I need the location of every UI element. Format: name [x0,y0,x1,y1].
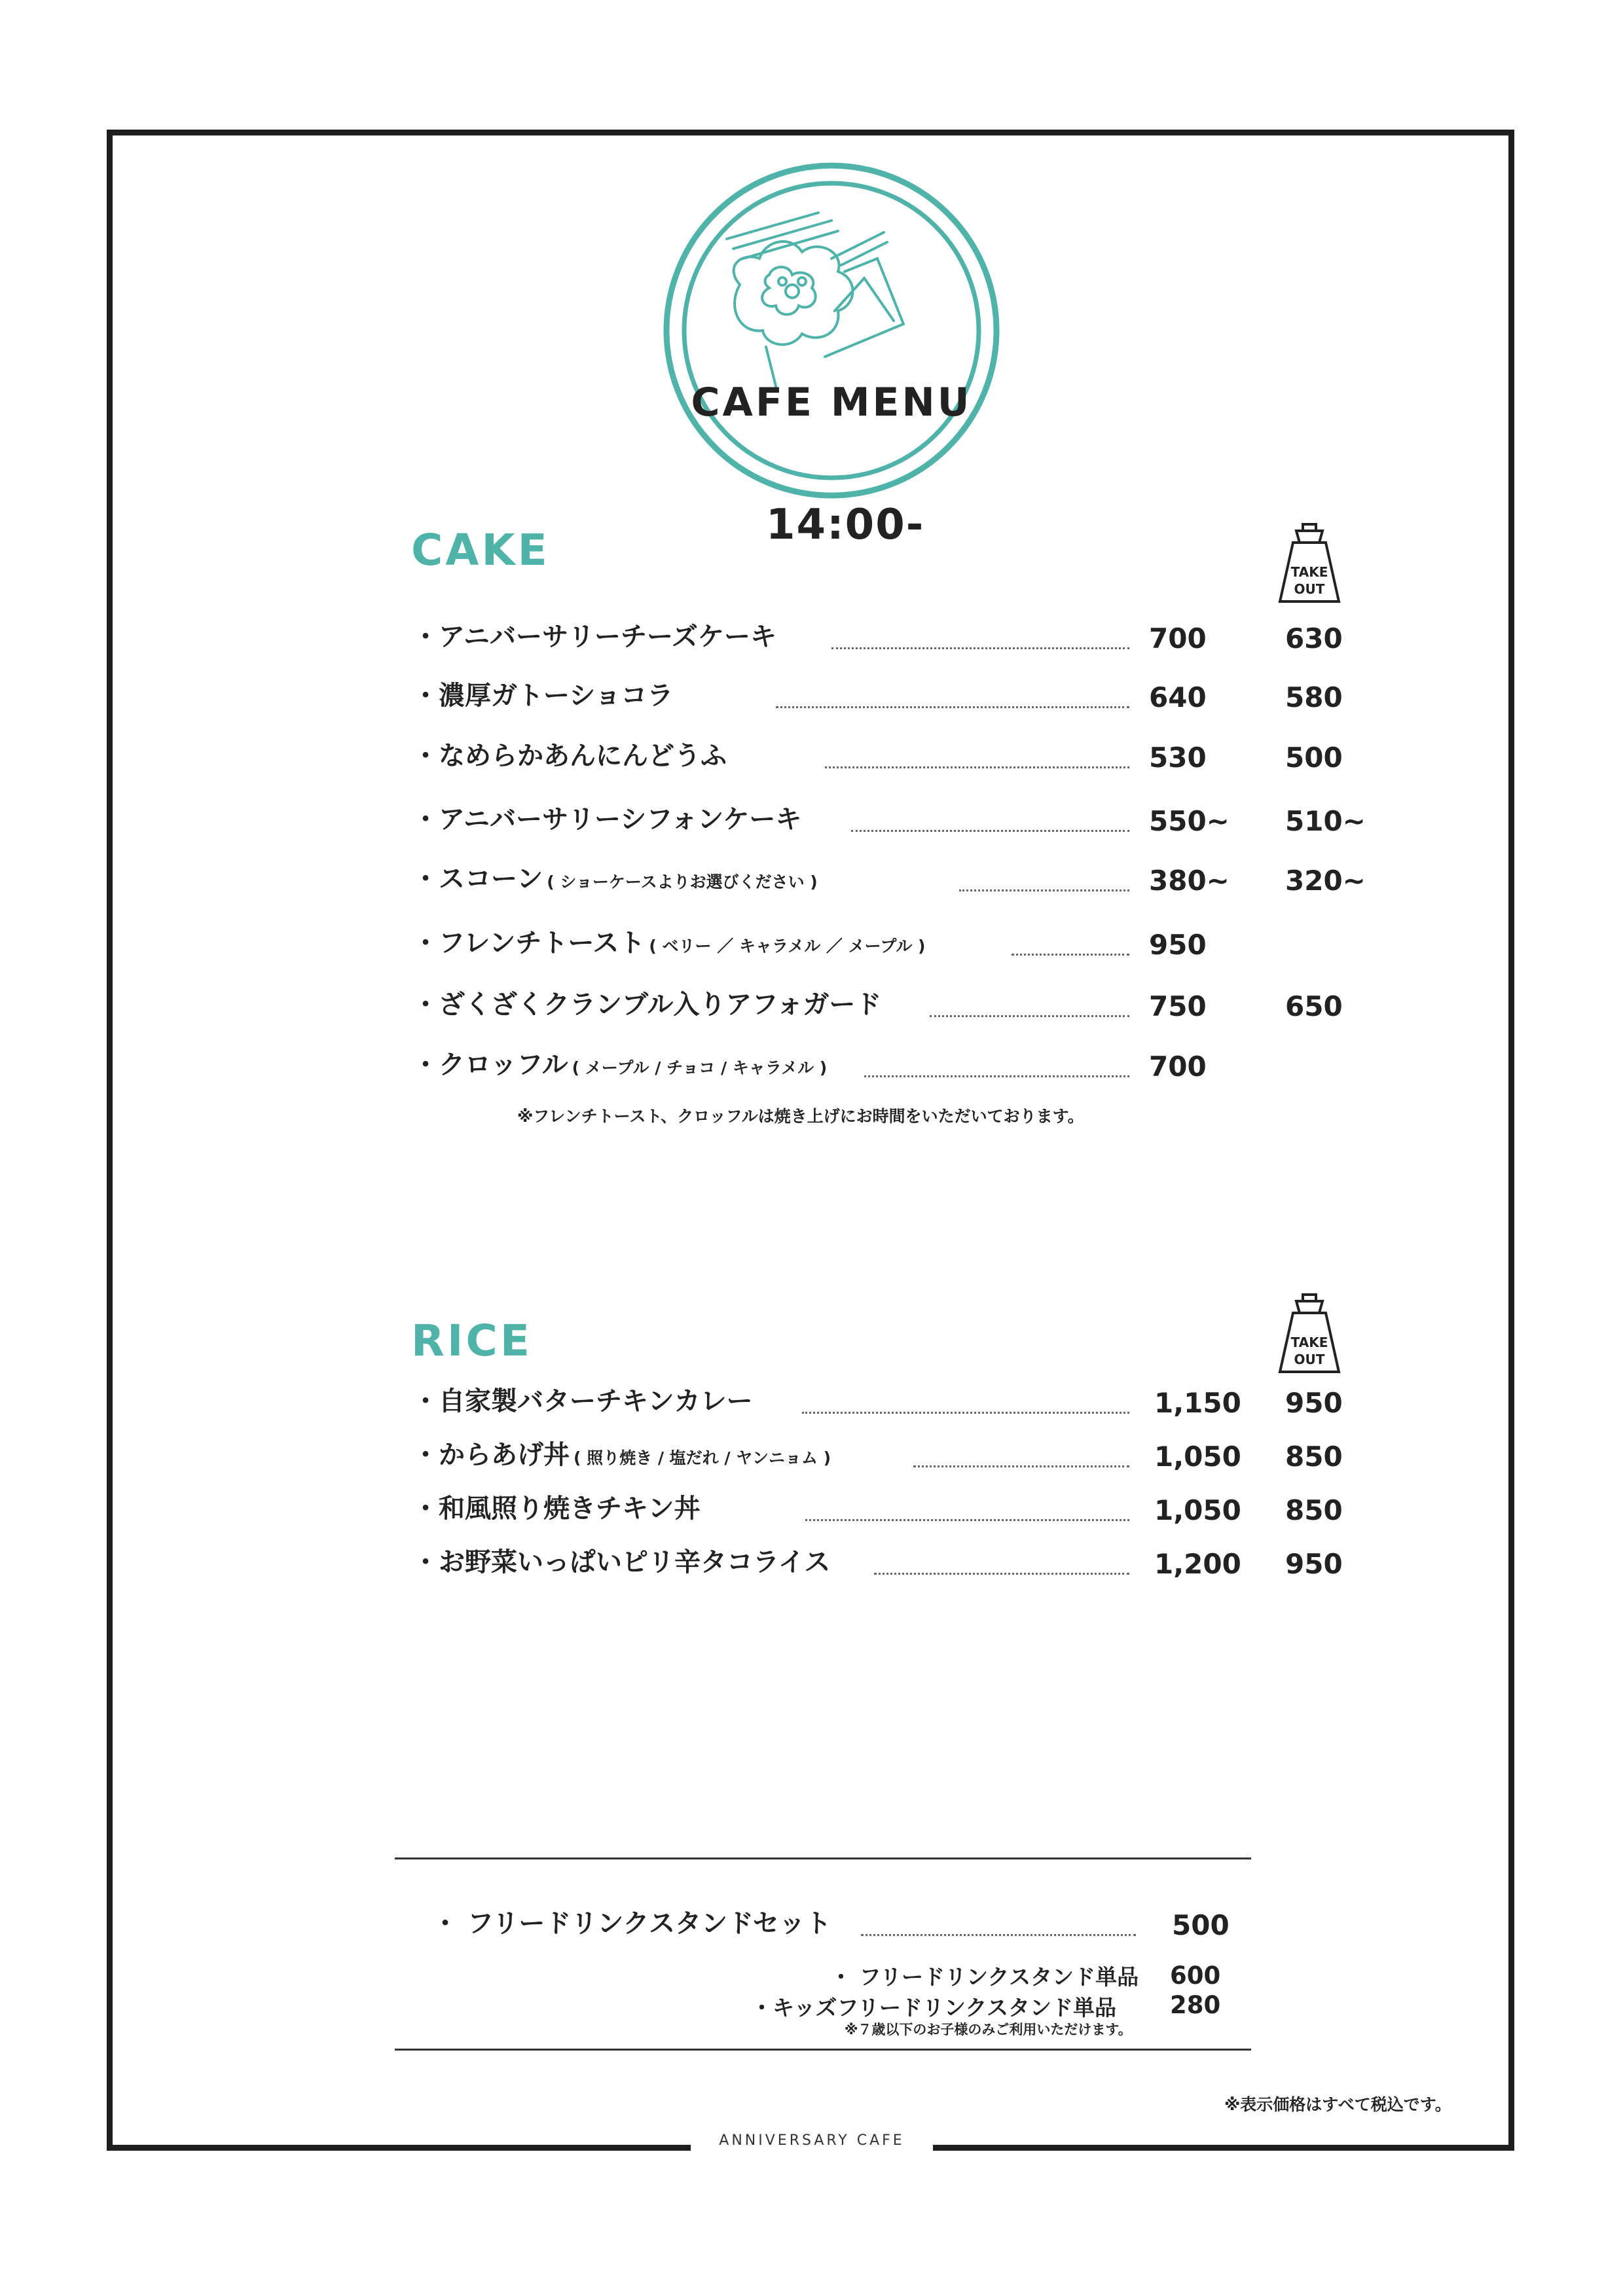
drink-set-item [432,1906,1250,1945]
item-takeout-price: 950 [1285,1548,1343,1580]
item-price: 1,200 [1154,1548,1241,1580]
dot-leader [825,766,1129,768]
tax-note: ※表示価格はすべて税込です。 [1224,2095,1451,2114]
menu-item [412,1047,1395,1086]
dot-leader [1012,954,1129,956]
svg-text:OUT: OUT [1294,1352,1325,1367]
menu-item [412,802,1395,841]
drink-kids-price: 280 [1170,1991,1221,2019]
menu-item [412,861,1395,901]
item-takeout-price: 510~ [1285,805,1366,837]
item-name: ・和風照り焼きチキン丼 [412,1494,701,1524]
item-takeout-price: 950 [1285,1387,1343,1419]
item-price: 530 [1149,742,1207,774]
cafe-menu-logo [661,160,1002,501]
item-price: 700 [1149,1050,1207,1083]
item-price: 1,050 [1154,1494,1241,1526]
item-price: 380~ [1149,865,1230,897]
item-name: ・アニバーサリーシフォンケーキ [412,804,802,834]
cake-section-title: CAKE [411,525,550,575]
drink-single-name: ・ フリードリンクスタンド単品 [830,1964,1139,1990]
item-price: 640 [1149,681,1207,713]
item-name: ・ざくざくクランブル入りアフォガード [412,990,882,1020]
menu-item [412,925,1395,965]
dot-leader [861,1934,1136,1936]
item-price: 550~ [1149,805,1230,837]
menu-item [412,619,1395,658]
drink-single-price: 600 [1170,1962,1221,1990]
item-name: ・アニバーサリーチーズケーキ [412,622,776,652]
rice-section-title: RICE [411,1316,532,1366]
dot-leader [802,1412,1129,1414]
svg-text:TAKE: TAKE [1290,1335,1328,1350]
dot-leader [776,706,1129,708]
item-takeout-price: 850 [1285,1494,1343,1526]
menu-item [412,987,1395,1026]
opening-time: 14:00- [766,501,925,549]
item-name: ・自家製バターチキンカレー [412,1386,753,1416]
item-price: 750 [1149,990,1207,1022]
item-takeout-price: 500 [1285,742,1343,774]
item-name: ・お野菜いっぱいピリ辛タコライス [412,1547,831,1577]
item-name: ・ フリードリンクスタンドセット [432,1909,831,1939]
svg-text:TAKE: TAKE [1290,564,1328,580]
item-name: ・なめらかあんにんどうふ [412,741,727,771]
dot-leader [805,1519,1129,1521]
footer-label: ANNIVERSARY CAFE [719,2132,905,2149]
item-price: 950 [1149,929,1207,961]
drinks-bottom-rule [395,2049,1251,2051]
cake-takeout-bag-icon [1273,520,1345,605]
drinks-top-rule [395,1857,1251,1859]
dot-leader [874,1573,1129,1575]
dot-leader [913,1465,1129,1467]
item-takeout-price: 850 [1285,1441,1343,1473]
dot-leader [930,1015,1129,1017]
dot-leader [831,647,1129,649]
item-price: 700 [1149,622,1207,655]
dot-leader [864,1075,1129,1077]
rice-takeout-bag-icon [1273,1291,1345,1376]
item-name: ・濃厚ガトーショコラ [412,681,674,711]
item-name: ・スコーン ( ショーケースよりお選びください ) [412,864,818,894]
item-price: 1,150 [1154,1387,1241,1419]
item-takeout-price: 320~ [1285,865,1366,897]
item-price: 1,050 [1154,1441,1241,1473]
menu-item [412,678,1395,717]
svg-text:OUT: OUT [1294,581,1325,597]
item-takeout-price: 650 [1285,990,1343,1022]
item-name: ・フレンチトースト ( ベリー ／ キャラメル ／ メープル ) [412,928,926,958]
dot-leader [851,830,1129,832]
dot-leader [959,889,1129,891]
item-name: ・からあげ丼 ( 照り焼き / 塩だれ / ヤンニョム ) [412,1440,831,1470]
item-name: ・クロッフル ( メープル / チョコ / キャラメル ) [412,1050,828,1080]
logo-title: CAFE MENU [691,380,972,425]
cake-illustration-icon [727,213,903,386]
item-price: 500 [1172,1909,1230,1941]
item-takeout-price: 630 [1285,622,1343,655]
item-takeout-price: 580 [1285,681,1343,713]
menu-item [412,1437,1395,1477]
menu-item [412,1545,1395,1584]
kids-note: ※７歳以下のお子様のみご利用いただけます。 [845,2022,1132,2037]
menu-item [412,738,1395,778]
menu-item [412,1491,1395,1530]
menu-item [412,1384,1395,1423]
cake-note: ※フレンチトースト、クロッフルは焼き上げにお時間をいただいております。 [517,1107,1084,1126]
drink-kids-name: ・キッズフリードリンクスタンド単品 [751,1995,1117,2020]
